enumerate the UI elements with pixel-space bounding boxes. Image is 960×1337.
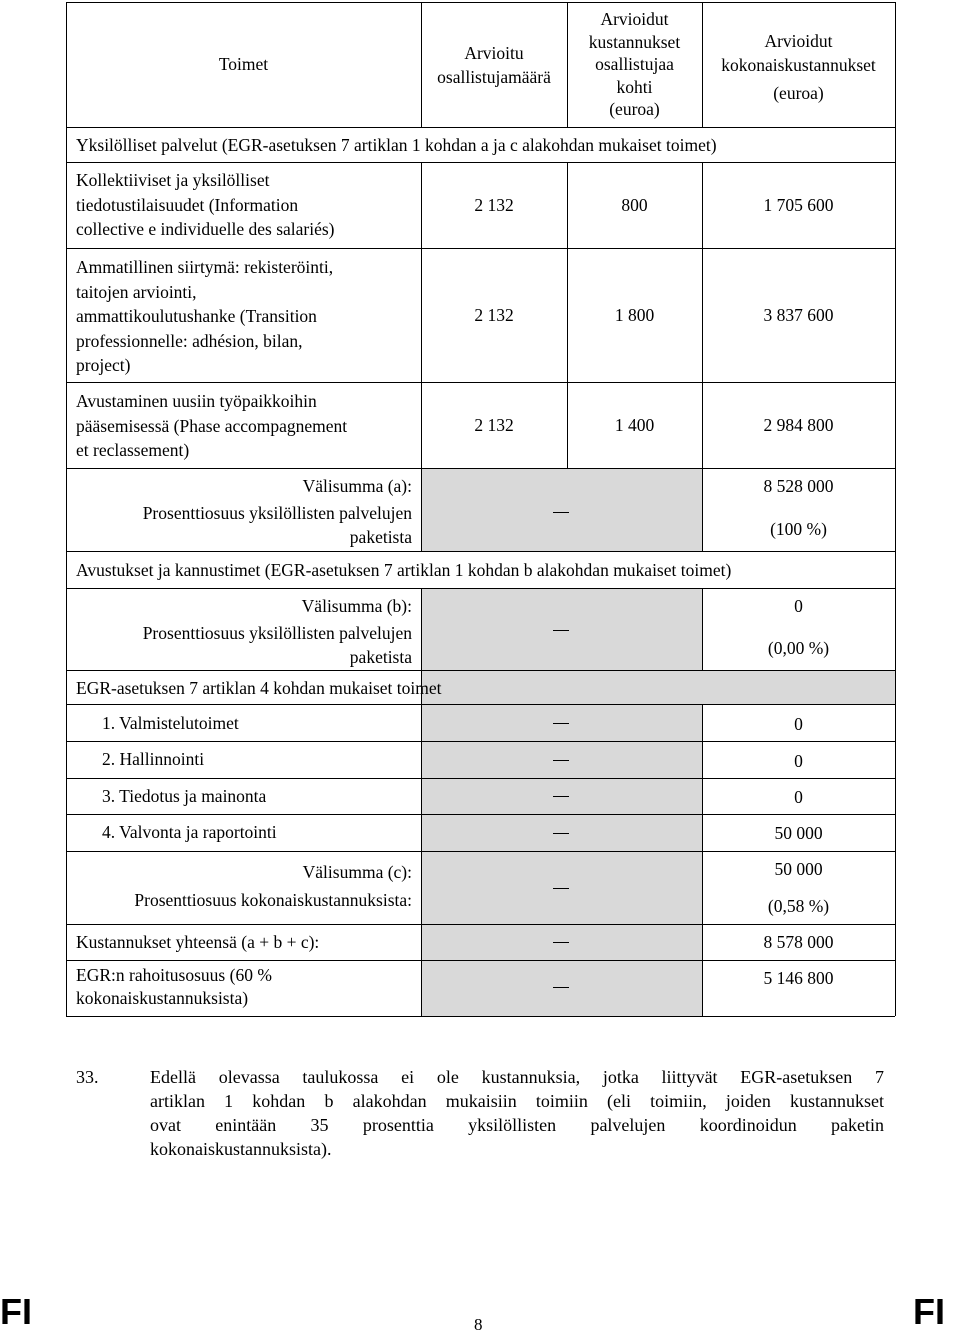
subtotal-b-label: Välisumma (b): (301, 596, 412, 616)
row-c2-label: 2. Hallinnointi (102, 749, 205, 769)
table-border (421, 670, 422, 1016)
row-c1-label: 1. Valmistelutoimet (102, 713, 239, 733)
row-c3-value: 0 (794, 787, 803, 807)
table-border (66, 741, 895, 742)
grey-cell-subtotal-b (421, 588, 702, 670)
subtotal-b-value: 0 (794, 596, 803, 616)
row-a3-cost-per: 1 400 (614, 415, 655, 435)
dash-b (553, 630, 569, 631)
row-c2-value: 0 (794, 751, 803, 771)
table-border (66, 2, 67, 1016)
table-border (66, 588, 895, 589)
row-c4-label: 4. Valvonta ja raportointi (102, 822, 277, 842)
row-a2-cost-per: 1 800 (614, 305, 655, 325)
header-participants: Arvioitu osallistujamäärä (437, 43, 551, 87)
header-cost-per-participant: Arvioidut kustannukset osallistujaa kohti (euroa) (588, 9, 681, 119)
subtotal-c-label: Välisumma (c): (302, 862, 412, 882)
egf-value: 5 146 800 (763, 968, 834, 988)
table-border (66, 704, 895, 705)
row-a1-cost-per: 800 (621, 195, 648, 215)
footer-language-left: FI (0, 1291, 32, 1332)
dash-c-subtotal (553, 888, 569, 889)
grey-cell-section-c-header (421, 670, 895, 704)
table-border (66, 960, 895, 961)
table-border (66, 924, 895, 925)
row-a1-total: 1 705 600 (763, 195, 834, 215)
total-value: 8 578 000 (763, 932, 834, 952)
row-a3-total: 2 984 800 (763, 415, 834, 435)
dash-c2 (553, 760, 569, 761)
dash-egf (553, 987, 569, 988)
percent-b-value: (0,00 %) (767, 638, 830, 658)
table-border (66, 778, 895, 779)
table-border (66, 814, 895, 815)
row-a2-participants: 2 132 (474, 305, 514, 325)
row-a3-participants: 2 132 (474, 415, 514, 435)
row-c3-label: 3. Tiedotus ja mainonta (102, 786, 267, 806)
table-border (895, 2, 896, 1016)
row-a3-label: Avustaminen uusiin työpaikkoihin pääsemisessä (Phase accompagnement et reclassement) (76, 391, 348, 460)
paragraph-line: artiklan 1 kohdan b alakohdan mukaisiin toimiin (eli toimiin, joiden kustannukset (150, 1091, 884, 1111)
row-c4-value: 50 000 (774, 823, 823, 843)
row-a2-total: 3 837 600 (763, 305, 834, 325)
paragraph-line: Edellä olevassa taulukossa ei ole kustannuksia, jotka liittyvät EGR-asetuksen 7 (150, 1067, 884, 1087)
table-border (66, 248, 895, 249)
percent-c-value: (0,58 %) (767, 896, 830, 916)
percent-a-value: (100 %) (770, 519, 827, 539)
table-border (421, 162, 422, 551)
table-border (66, 127, 895, 128)
table-border (66, 468, 895, 469)
table-border (66, 551, 895, 552)
percent-c-label: Prosenttiosuus kokonaiskustannuksista: (134, 890, 412, 910)
dash-a (553, 512, 569, 513)
footer-language-right: FI (913, 1291, 945, 1332)
total-label: Kustannukset yhteensä (a + b + c): (76, 932, 320, 952)
table-border (66, 851, 895, 852)
dash-c3 (553, 796, 569, 797)
table-border (66, 670, 895, 671)
row-a1-label: Kollektiiviset ja yksilölliset tiedotustilaisuudet (Information collective e individuelle des salariés) (76, 170, 335, 239)
row-c1-value: 0 (794, 714, 803, 734)
table-border (66, 1016, 895, 1017)
row-a2-label: Ammatillinen siirtymä: rekisteröinti, taitojen arviointi, ammattikoulutushanke (Transition professionnelle: adhésion, bilan, project) (76, 257, 334, 375)
paragraph-number: 33. (76, 1067, 99, 1087)
dash-total (553, 942, 569, 943)
subtotal-a-value: 8 528 000 (763, 476, 834, 496)
section-b-title: Avustukset ja kannustimet (EGR-asetuksen 7 artiklan 1 kohdan b alakohdan mukaiset toimet) (76, 560, 732, 580)
section-c-title: EGR-asetuksen 7 artiklan 4 kohdan mukaiset toimet (76, 678, 442, 698)
percent-a-label: Prosenttiosuus yksilöllisten palvelujen paketista (142, 503, 412, 547)
dash-c4 (553, 833, 569, 834)
table-border (66, 2, 895, 3)
grey-cell-egf (421, 960, 702, 1016)
table-border (66, 162, 895, 163)
dash-c1 (553, 723, 569, 724)
paragraph-line: kokonaiskustannuksista). (150, 1139, 332, 1159)
page-number: 8 (474, 1315, 483, 1334)
header-total-cost: Arvioidut kokonaiskustannukset (euroa) (721, 31, 876, 103)
subtotal-c-value: 50 000 (774, 859, 823, 879)
percent-b-label: Prosenttiosuus yksilöllisten palvelujen paketista (142, 623, 412, 667)
paragraph-text (150, 1065, 884, 1161)
grey-cell-subtotal-a (421, 468, 702, 551)
egf-label: EGR:n rahoitusosuus (60 % kokonaiskustannuksista) (76, 965, 272, 1008)
section-a-title: Yksilölliset palvelut (EGR-asetuksen 7 artiklan 1 kohdan a ja c alakohdan mukaiset toimet) (76, 135, 717, 155)
header-actions: Toimet (218, 54, 269, 74)
paragraph-line: ovat enintään 35 prosenttia yksilöllisten palvelujen koordinoidun paketin (150, 1115, 884, 1135)
row-a1-participants: 2 132 (474, 195, 514, 215)
table-border (421, 588, 422, 670)
table-border (66, 382, 895, 383)
subtotal-a-label: Välisumma (a): (302, 476, 412, 496)
